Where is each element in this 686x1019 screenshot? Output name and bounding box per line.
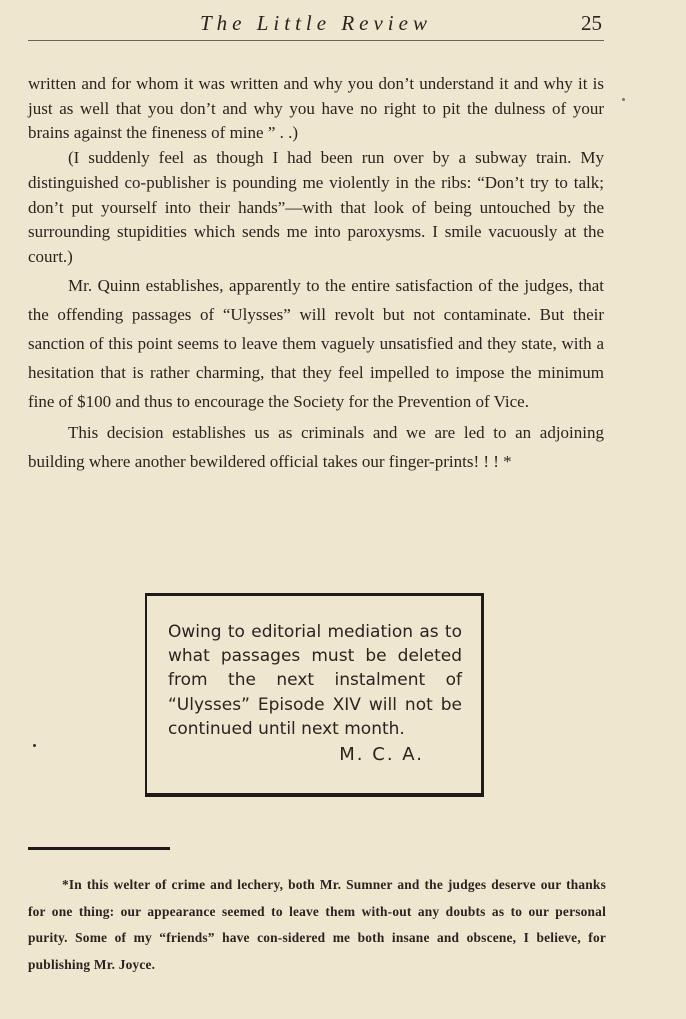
footnote: *In this welter of crime and lechery, both Mr. Sumner and the judges deserve our thanks for one thing: our appearance seemed to leave them with-out any doubts as to our personal purity. Some of my “friends” have con-sidered me both insane and obscene, I believe, for publishing Mr. Joyce. <box>28 877 606 972</box>
page-number: 25 <box>581 11 602 35</box>
paragraph: Mr. Quinn establishes, apparently to the entire satisfaction of the judges, that the offending passages of “Ulysses” will revolt but not contaminate. But their sanction of this point seems to leave them vaguely unsatisfied and they state, with a hesitation that is rather charming, that they feel impelled to impose the minimum fine of $100 and thus to encourage the Society for the Prevention of Vice. <box>28 275 604 412</box>
paragraph: This decision establishes us as criminals and we are led to an adjoining building where another bewildered official takes our finger-prints! ! ! * <box>28 422 604 471</box>
notice-signature: M. C. A. <box>339 744 424 765</box>
notice-text: Owing to editorial mediation as to what passages must be deleted from the next instalment of “Ulysses” Episode XIV will not be continued until next month. <box>168 622 462 739</box>
running-head-title: The Little Review <box>200 11 432 35</box>
print-speck <box>33 744 36 747</box>
running-head <box>28 6 604 41</box>
paragraph: (I suddenly feel as though I had been run over by a subway train. My distinguished co-publisher is pounding me violently in the ribs: “Don’t try to talk; don’t put yourself into their hands”—with that look of being untouched by the surrounding stupidities which sends me into paroxysms. I smile vacuously at the court.) <box>28 148 604 266</box>
body-text <box>28 72 604 476</box>
paragraph: written and for whom it was written and why you don’t understand it and why it is just as well that you don’t and why you have no right to pit the dulness of your brains against the fineness of mine ” . .) <box>28 74 604 143</box>
print-speck <box>622 98 625 101</box>
footnote-rule <box>28 847 170 850</box>
editorial-notice-box <box>145 593 484 797</box>
